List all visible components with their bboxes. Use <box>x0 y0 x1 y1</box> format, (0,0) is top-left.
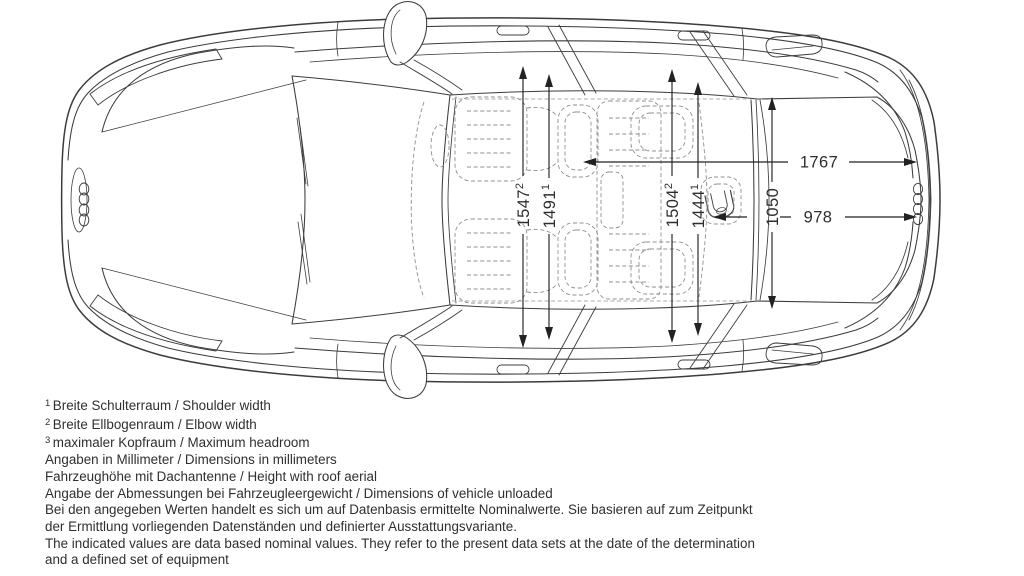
footnote-roof-aerial: Fahrzeughöhe mit Dachantenne / Height with roof aerial <box>45 468 377 484</box>
front-seat-bottom <box>455 219 598 303</box>
footnote-nominal-en-1: The indicated values are data based nominal values. They refer to the present data sets at the date of the determination <box>45 535 755 551</box>
front-audi-rings <box>79 183 89 226</box>
windshield-wipers <box>297 118 310 284</box>
label-1767: 1767 <box>799 153 839 172</box>
windshield-cowl <box>292 76 305 324</box>
label-elbow-rear: 1504$^2$ <box>663 182 682 228</box>
footnote-marker: 2 <box>45 416 51 428</box>
hood-crease-top <box>102 80 306 132</box>
label-978: 978 <box>803 208 833 227</box>
windshield-header-inner <box>448 97 456 303</box>
footnote-marker: 1 <box>45 398 51 409</box>
dashboard-line <box>411 102 424 298</box>
hood-cutline-top <box>102 46 294 132</box>
headlight-bottom <box>90 295 222 351</box>
taillight-top <box>766 35 822 57</box>
footnote-unloaded: Angabe der Abmessungen bei Fahrzeugleergewicht / Dimensions of vehicle unloaded <box>45 485 553 501</box>
dimension-arrowheads <box>519 66 917 348</box>
car-body <box>62 2 940 399</box>
windshield-header <box>442 95 450 305</box>
label-shoulder-front: 1491$^1$ <box>540 183 559 229</box>
a-pillar-top <box>292 76 450 95</box>
front-seat-top <box>455 97 598 181</box>
headlight-top <box>90 49 222 105</box>
hood-cutline-bottom <box>102 268 294 354</box>
footnote-elbow-width: $^2$ Breite Ellbogenraum / Elbow width <box>45 416 257 432</box>
label-1050: 1050 <box>764 187 782 227</box>
side-mirror-bottom <box>384 306 462 398</box>
a-pillar-bottom <box>292 305 450 324</box>
footnote-nominal-en-2: and a defined set of equipment <box>45 552 229 568</box>
footnote-nominal-de-2: der Ermittlung vorliegenden Datenständen und definierter Ausstattungsvariante. <box>45 518 517 534</box>
footnote-shoulder-width: $^1$ Breite Schulterraum / Shoulder width <box>45 398 271 413</box>
body-inner-contour <box>68 26 930 374</box>
body-outline <box>62 18 940 382</box>
side-mirror-top <box>384 2 462 94</box>
footnote-headroom: $^3$ maximaler Kopfraum / Maximum headroom <box>45 435 310 451</box>
footnote-nominal-de-1: Bei den angegeben Werten handelt es sich um auf Datenbasis ermittelte Nominalwerte. Sie basieren auf zum Zeitpunkt <box>45 502 753 518</box>
footnote-units: Angaben in Millimeter / Dimensions in millimeters <box>45 452 337 468</box>
label-shoulder-rear: 1444$^1$ <box>689 183 708 229</box>
footnote-marker: 3 <box>45 435 51 447</box>
label-elbow-front: 1547$^2$ <box>514 182 533 228</box>
steering-wheel <box>431 125 449 167</box>
center-console <box>601 172 623 228</box>
hood-crease-bottom <box>102 268 306 320</box>
taillight-bottom <box>766 343 822 365</box>
dimension-lines <box>523 78 905 336</box>
footnotes <box>45 396 905 569</box>
